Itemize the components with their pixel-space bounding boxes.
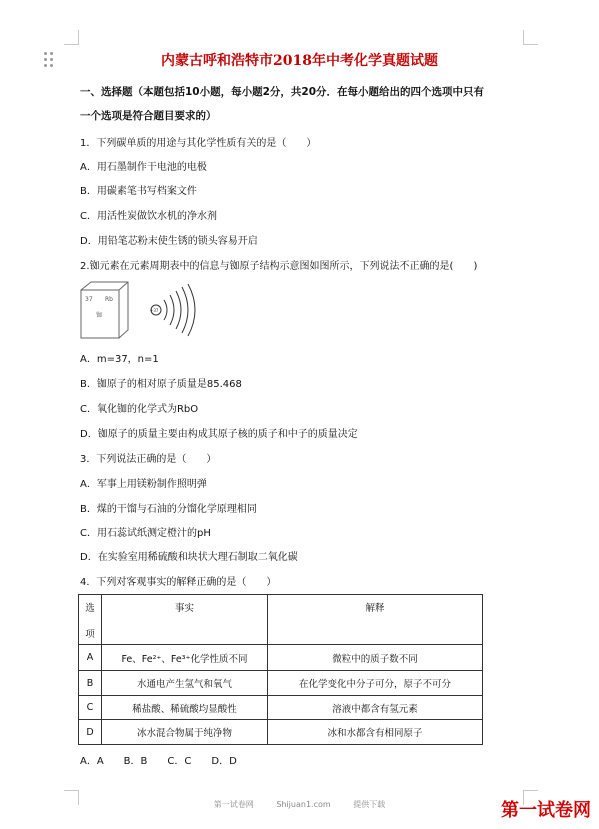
q3-stem: 3．下列说法正确的是（ ） xyxy=(80,454,217,465)
nucleus-charge: +37 xyxy=(150,308,159,313)
row-explain: 冰和水都含有相同原子 xyxy=(268,720,483,745)
row-fact: 冰水混合物属于纯净物 xyxy=(102,720,268,745)
element-symbol: Rb xyxy=(105,296,113,303)
row-explain: 微粒中的质子数不同 xyxy=(268,645,483,671)
q2-option-b: B．铷原子的相对原子质量是85.468 xyxy=(80,379,242,390)
footer-download-note: 提供下载 xyxy=(353,800,386,809)
element-cell-box xyxy=(81,282,128,338)
row-option: C xyxy=(79,696,102,720)
table-header-row xyxy=(79,595,483,645)
section-heading-line-1: 一、选择题（本题包括10小题，每小题2分，共20分．在每小题给出的四个选项中只有 xyxy=(80,86,485,98)
electron-shell-2 xyxy=(170,295,174,325)
q1-option-a: A．用石墨制作干电池的电极 xyxy=(80,162,207,173)
footer-site-url[interactable]: Shijuan1.com xyxy=(276,800,331,809)
q1-stem: 1．下列碳单质的用途与其化学性质有关的是（ ） xyxy=(80,138,317,149)
row-option: A xyxy=(79,645,102,671)
row-fact: Fe、Fe²⁺、Fe³⁺化学性质不同 xyxy=(102,645,268,671)
row-explain: 溶液中都含有氢元素 xyxy=(268,696,483,720)
atom-structure-diagram xyxy=(150,284,195,336)
q2-stem: 2.铷元素在元素周期表中的信息与铷原子结构示意图如图所示，下列说法不正确的是( ) xyxy=(80,261,478,272)
q1-option-b: B．用碳素笔书写档案文件 xyxy=(80,186,197,197)
row-option: B xyxy=(79,671,102,696)
crop-mark-top-right xyxy=(523,30,538,45)
q3-option-c: C．用石蕊试纸测定橙汁的pH xyxy=(80,528,211,539)
electron-shell-5 xyxy=(188,284,195,336)
footer-site-name: 第一试卷网 xyxy=(213,800,254,809)
q4-table xyxy=(78,594,483,745)
row-fact: 水通电产生氢气和氧气 xyxy=(102,671,268,696)
q2-option-a: A．m=37，n=1 xyxy=(80,354,159,365)
q4-options: A．A B．B C．C D．D xyxy=(80,756,237,767)
table-row xyxy=(79,720,483,745)
row-option: D xyxy=(79,720,102,745)
q1-option-c: C．用活性炭做饮水机的净水剂 xyxy=(80,211,217,222)
q3-option-d: D．在实验室用稀硫酸和块状大理石制取二氧化碳 xyxy=(80,552,298,563)
row-fact: 稀盐酸、稀硫酸均显酸性 xyxy=(102,696,268,720)
header-explain: 解释 xyxy=(268,595,483,645)
q3-option-b: B．煤的干馏与石油的分馏化学原理相同 xyxy=(80,504,257,515)
q1-option-d: D．用铅笔芯粉末使生锈的锁头容易开启 xyxy=(80,236,258,247)
electron-shell-3 xyxy=(176,291,181,329)
header-option-line-2: 项 xyxy=(85,628,95,640)
q2-figure xyxy=(80,280,200,342)
element-name: 铷 xyxy=(96,312,103,319)
brand-watermark: 第一试卷网 xyxy=(501,800,591,821)
header-option-line-1: 选 xyxy=(85,602,95,614)
table-row xyxy=(79,696,483,720)
table-row xyxy=(79,645,483,671)
q4-stem: 4．下列对客观事实的解释正确的是（ ） xyxy=(80,577,277,588)
crop-mark-top-left xyxy=(64,30,79,45)
header-option xyxy=(79,595,102,645)
q2-option-c: C．氧化铷的化学式为RbO xyxy=(80,404,199,415)
header-fact: 事实 xyxy=(102,595,268,645)
element-number: 37 xyxy=(85,296,93,303)
q2-option-d: D．铷原子的质量主要由构成其原子核的质子和中子的质量决定 xyxy=(80,429,358,440)
page-title: 内蒙古呼和浩特市2018年中考化学真题试题 xyxy=(161,53,438,69)
section-heading-line-2: 一个选项是符合题目要求的） xyxy=(80,110,217,122)
row-explain: 在化学变化中分子可分，原子不可分 xyxy=(268,671,483,696)
q3-option-a: A．军事上用镁粉制作照明弹 xyxy=(80,479,207,490)
electron-shell-1 xyxy=(164,300,167,320)
electron-shell-4 xyxy=(182,287,188,333)
table-row xyxy=(79,671,483,696)
